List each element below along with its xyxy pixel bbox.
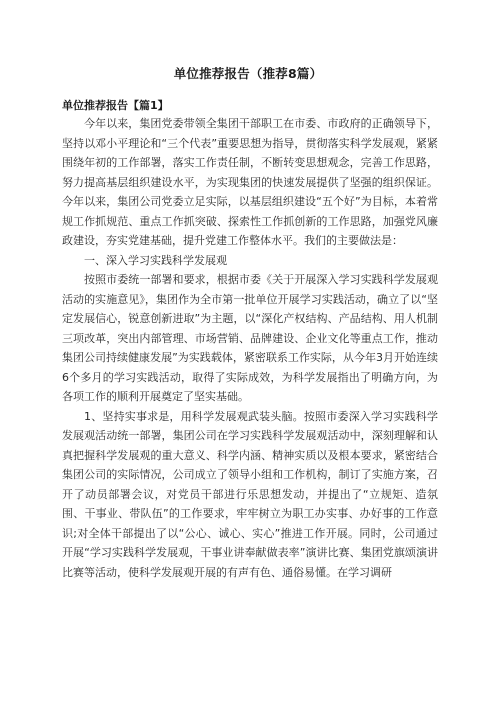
document-body [62, 114, 438, 582]
paragraph-item-1: 1、坚持实事求是，用科学发展观武装头脑。按照市委深入学习实践科学发展观活动统一部署，集团公司在学习实践科学发展观活动中，深刻理解和认真把握科学发展观的重大意义、科学内涵、精神实质以及根本要求，紧密结合集团公司的实际情况，公司成立了领导小组和工作机构，制订了实施方案，召开了动员部署会议，对党员干部进行乐思想发动，并提出了“立规矩、造氛围、干事业、带队伍”的工作要求，牢牢树立为职工办实事、办好事的工作意识;对全体干部提出了以“公心、诚心、实心”推进工作开展。同时，公司通过开展“学习实践科学发展观，干事业讲奉献做表率”演讲比赛、集团党旗颂演讲比赛等活动，使科学发展观开展的有声有色、通俗易懂。在学习调研 [62, 409, 438, 579]
document-title: 单位推荐报告（推荐8篇） [173, 66, 323, 81]
section-heading: 单位推荐报告【篇1】 [62, 99, 169, 112]
paragraph-study-practice: 按照市委统一部署和要求，根据市委《关于开展深入学习实践科学发展观活动的实施意见》，集团作为全市第一批单位开展学习实践活动，确立了以“坚定发展信心，锐意创新进取”为主题，以“深化产权结构、产品结构、用人机制三项改革，突出内部管理、市场营销、品牌建设、企业文化等重点工作，推动集团公司持续健康发展”为实践载体，紧密联系工作实际，从今年3月开始连续6个多月的学习实践活动，取得了实际成效，为科学发展指出了明确方向，为各项工作的顺利开展奠定了坚实基础。 [62, 273, 438, 403]
paragraph-subheading: 一、深入学习实践科学发展观 [84, 253, 227, 267]
paragraph-intro: 今年以来，集团党委带领全集团干部职工在市委、市政府的正确领导下，坚持以邓小平理论和“三个代表”重要思想为指导，贯彻落实科学发展观，紧紧围绕年初的工作部署，落实工作责任制，不断转变思想观念，完善工作思路，努力提高基层组织建设水平，为实现集团的快速发展提供了坚强的组织保证。今年以来，集团公司党委立足实际，以基层组织建设“五个好”为目标，本着常规工作抓规范、重点工作抓突破、探索性工作抓创新的工作思路，加强党风廉政建设，夯实党建基础，提升党建工作整体水平。我们的主要做法是： [62, 117, 438, 247]
